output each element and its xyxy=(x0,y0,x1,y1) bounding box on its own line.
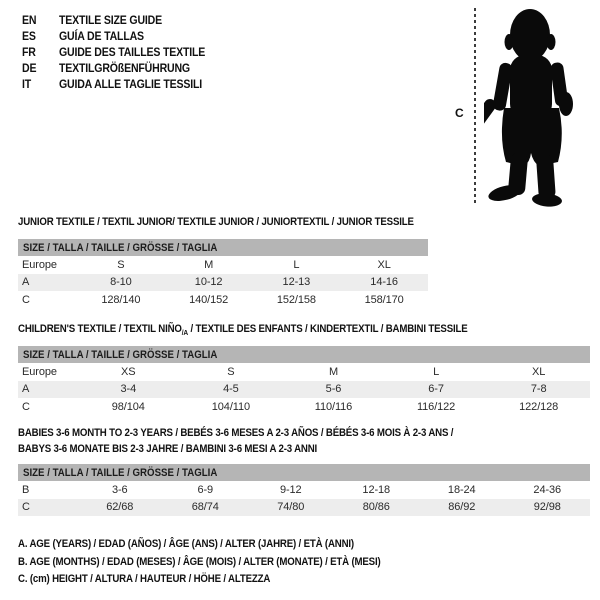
language-label: GUÍA DE TALLAS xyxy=(58,29,144,43)
language-code: IT xyxy=(22,77,32,91)
language-row xyxy=(22,44,205,60)
footnote-line: A. AGE (YEARS) / EDAD (AÑOS) / ÂGE (ANS) / ALTER (JAHRE) / ETÀ (ANNI) xyxy=(18,538,354,550)
language-label: TEXTILE SIZE GUIDE xyxy=(58,13,163,27)
size-cell: 116/122 xyxy=(416,400,456,413)
table-row xyxy=(18,398,590,416)
section-childrens-textile xyxy=(18,321,590,413)
language-label: TEXTILGRÖßENFÜHRUNG xyxy=(58,61,190,75)
size-cell: 122/128 xyxy=(519,400,559,413)
language-label: GUIDA ALLE TAGLIE TESSILI xyxy=(58,77,203,91)
language-label: GUIDE DES TAILLES TEXTILE xyxy=(58,45,206,59)
size-cell: 3-6 xyxy=(111,483,128,496)
section-title-subscript: /A xyxy=(181,328,189,338)
section-title-text: CHILDREN'S TEXTILE / TEXTIL NIÑO xyxy=(18,323,182,335)
size-table-rows xyxy=(18,363,590,416)
size-cell: 98/104 xyxy=(111,400,145,413)
section-babies-textile xyxy=(18,425,590,514)
size-cell: 128/140 xyxy=(101,293,141,306)
size-cell: 18-24 xyxy=(447,483,476,496)
language-code: EN xyxy=(22,13,37,27)
size-table xyxy=(18,346,590,416)
size-cell: 140/152 xyxy=(189,293,229,306)
table-row xyxy=(18,256,428,274)
size-cell: L xyxy=(433,365,440,378)
row-label: A xyxy=(22,276,30,289)
size-cell: 8-10 xyxy=(110,276,132,289)
language-row xyxy=(22,60,205,76)
height-measure-line xyxy=(474,8,476,205)
size-cell: 110/116 xyxy=(314,400,353,413)
section-title-text: JUNIOR TEXTILE / TEXTIL JUNIOR/ TEXTILE JUNIOR / JUNIORTEXTIL / JUNIOR TESSILE xyxy=(18,216,414,228)
section-title-text: BABYS 3-6 MONATE BIS 2-3 JAHRE / BAMBINI 3-6 MESI A 2-3 ANNI xyxy=(18,443,318,455)
size-cell: 6-7 xyxy=(428,383,444,396)
table-row xyxy=(18,481,590,499)
size-cell: 24-36 xyxy=(533,483,562,496)
row-label: C xyxy=(22,400,30,413)
size-cell: XS xyxy=(121,365,136,378)
language-code: ES xyxy=(22,29,36,43)
size-cell: 152/158 xyxy=(276,293,316,306)
baby-silhouette-icon xyxy=(484,5,579,207)
size-table xyxy=(18,239,428,309)
size-table-header-bar xyxy=(18,464,590,481)
table-row xyxy=(18,274,428,292)
language-list xyxy=(22,12,205,92)
size-cell: L xyxy=(293,258,300,271)
size-table-rows xyxy=(18,481,590,516)
section-junior-textile xyxy=(18,214,428,306)
size-cell: 12-18 xyxy=(362,483,391,496)
table-row xyxy=(18,291,428,309)
size-cell: 5-6 xyxy=(325,383,342,396)
size-cell: 6-9 xyxy=(197,483,214,496)
size-cell: 86/92 xyxy=(448,501,476,514)
size-cell: 14-16 xyxy=(370,276,398,289)
size-cell: XL xyxy=(377,258,391,271)
row-label: C xyxy=(22,501,30,514)
language-row xyxy=(22,28,205,44)
row-label: A xyxy=(22,383,30,396)
size-cell: 92/98 xyxy=(533,501,561,514)
size-cell: 62/68 xyxy=(106,501,134,514)
size-cell: 3-4 xyxy=(120,383,137,396)
footnotes xyxy=(18,536,381,589)
section-title-line xyxy=(18,321,521,341)
section-title xyxy=(18,214,414,230)
table-row xyxy=(18,381,590,399)
size-cell: 4-5 xyxy=(223,383,239,396)
size-table-rows xyxy=(18,256,428,309)
table-row xyxy=(18,363,590,381)
footnote-line: B. AGE (MONTHS) / EDAD (MESES) / ÂGE (MOIS) / ALTER (MONATE) / ETÀ (MESI) xyxy=(18,555,381,568)
size-cell: M xyxy=(328,365,339,378)
size-table-header-label: SIZE / TALLA / TAILLE / GRÖSSE / TAGLIA xyxy=(23,348,218,361)
size-cell: 7-8 xyxy=(530,383,547,396)
section-title-text: BABIES 3-6 MONTH TO 2-3 YEARS / BEBÉS 3-6 MESES A 2-3 AÑOS / BÉBÉS 3-6 MOIS À 2-3 ANS / xyxy=(18,427,454,439)
size-table xyxy=(18,464,590,516)
section-title-line xyxy=(18,214,414,230)
size-cell: 12-13 xyxy=(282,276,311,289)
size-table-header-label: SIZE / TALLA / TAILLE / GRÖSSE / TAGLIA xyxy=(23,466,218,479)
size-cell: 80/86 xyxy=(362,501,390,514)
size-cell: 74/80 xyxy=(277,501,305,514)
size-cell: S xyxy=(117,258,125,271)
language-row xyxy=(22,76,205,92)
section-title xyxy=(18,425,521,457)
footnote-line: C. (cm) HEIGHT / ALTURA / HAUTEUR / HÖHE / ALTEZZA xyxy=(18,573,271,585)
row-label: Europe xyxy=(22,365,57,378)
size-table-header-bar xyxy=(18,346,590,363)
table-row xyxy=(18,499,590,517)
size-cell: M xyxy=(204,258,214,271)
height-measure-label: C xyxy=(455,106,464,120)
size-cell: S xyxy=(227,365,235,378)
size-cell: 9-12 xyxy=(279,483,302,496)
section-title xyxy=(18,321,521,341)
section-title-line xyxy=(18,425,521,441)
section-title-text: / TEXTILE DES ENFANTS / KINDERTEXTIL / BAMBINI TESSILE xyxy=(188,323,468,335)
language-code: FR xyxy=(22,45,36,59)
size-table-header-bar xyxy=(18,239,428,256)
size-cell: 158/170 xyxy=(364,293,404,306)
language-code: DE xyxy=(22,61,37,75)
size-cell: XL xyxy=(532,365,546,378)
size-cell: 10-12 xyxy=(194,276,223,289)
size-cell: 104/110 xyxy=(211,400,251,413)
row-label: B xyxy=(22,483,30,496)
language-row xyxy=(22,12,205,28)
size-cell: 68/74 xyxy=(191,501,219,514)
row-label: C xyxy=(22,293,30,306)
size-table-header-label: SIZE / TALLA / TAILLE / GRÖSSE / TAGLIA xyxy=(23,241,218,254)
row-label: Europe xyxy=(22,258,57,271)
section-title-line xyxy=(18,441,521,457)
